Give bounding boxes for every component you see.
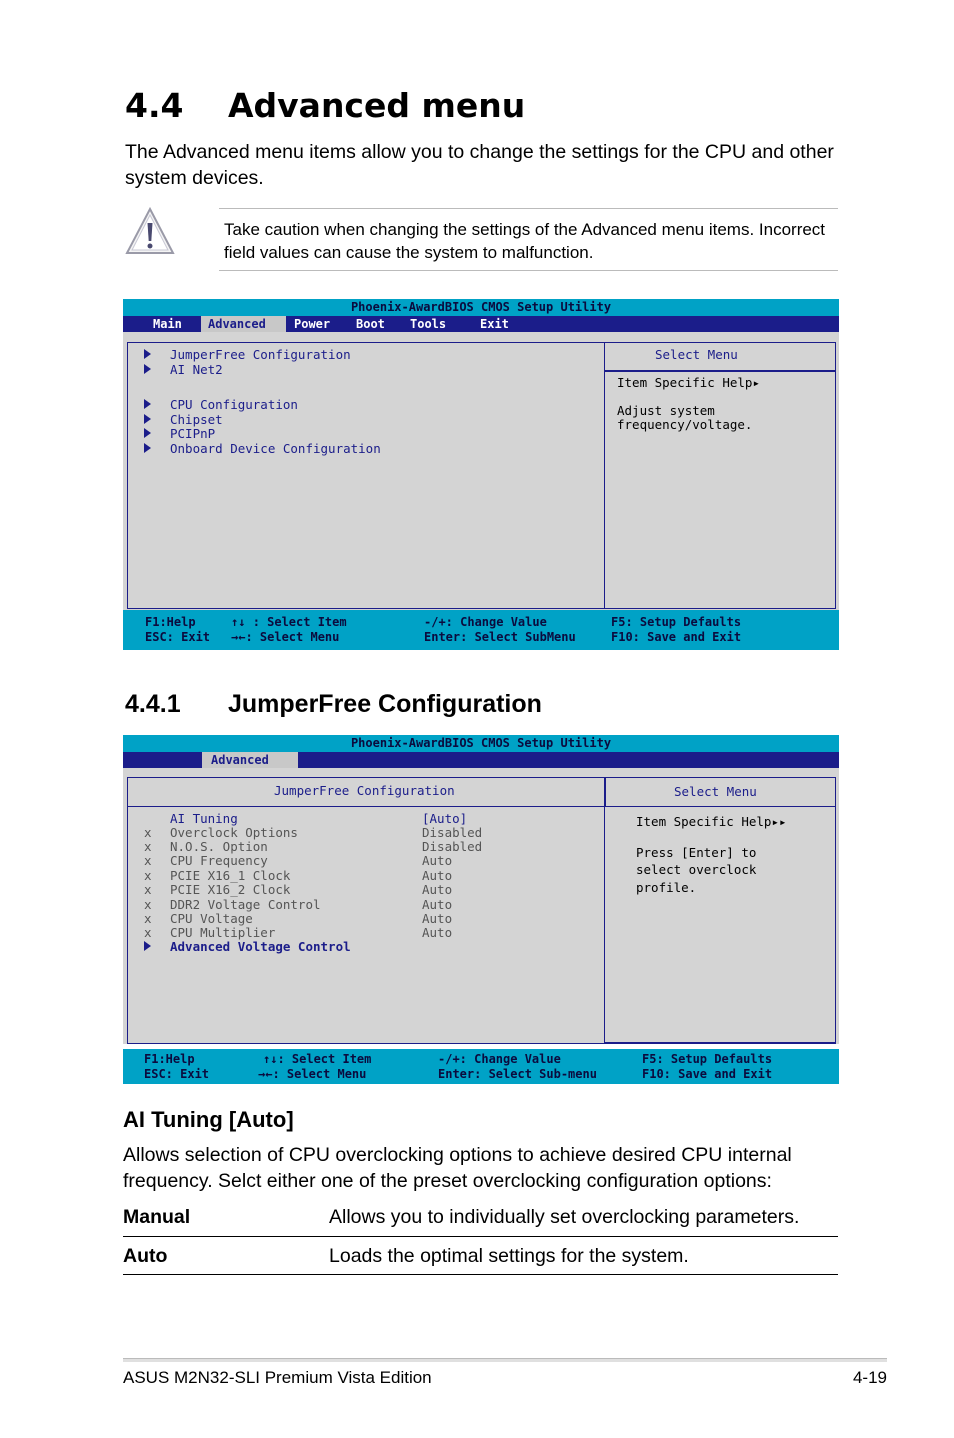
setting-overclock-options: Overclock Options: [170, 825, 298, 840]
menu-tools[interactable]: Tools: [410, 317, 447, 331]
help-arrow-icon: ▸: [752, 375, 760, 390]
leftright-arrows-icon: →←: [258, 1067, 273, 1081]
footer-product-name: ASUS M2N32-SLI Premium Vista Edition: [123, 1368, 432, 1387]
help-double-arrow-icon: ▸▸: [771, 814, 787, 829]
warning-icon: [124, 206, 176, 256]
updown-arrows-icon: ↑↓: [231, 615, 246, 629]
updown-arrows-icon: ↑↓: [263, 1052, 278, 1066]
disabled-marker: x: [144, 853, 152, 868]
subsection-title: JumperFree Configuration: [228, 690, 542, 718]
setting-cpu-voltage: CPU Voltage: [170, 911, 253, 926]
disabled-marker: x: [144, 882, 152, 897]
ai-tuning-heading: AI Tuning [Auto]: [123, 1107, 294, 1132]
setting-value: Auto: [422, 911, 453, 926]
menu-item-cpu-configuration[interactable]: CPU Configuration: [170, 397, 298, 412]
setting-value: Disabled: [422, 839, 483, 854]
footer-f5: F5: Setup Defaults: [611, 615, 742, 629]
setting-nos-option: N.O.S. Option: [170, 839, 268, 854]
help-text-line: Adjust system: [617, 403, 715, 418]
setting-ddr2-voltage: DDR2 Voltage Control: [170, 897, 321, 912]
footer-enter: Enter: Select Sub-menu: [438, 1067, 597, 1081]
help-text-line: select overclock: [636, 862, 757, 877]
setting-value: Auto: [422, 925, 453, 940]
ai-tuning-description: Allows selection of CPU overclocking options to achieve desired CPU internal frequency. Selct either one of the preset overclocking configuration options:: [123, 1144, 792, 1192]
menu-advanced[interactable]: Advanced: [201, 316, 286, 332]
option-desc: Loads the optimal settings for the system.: [329, 1245, 689, 1267]
footer-f1-help: F1:Help: [144, 1052, 195, 1066]
menu-item-pcipnp[interactable]: PCIPnP: [170, 426, 216, 441]
setting-ai-tuning[interactable]: AI Tuning: [170, 811, 238, 826]
bios-menubar: [123, 316, 839, 332]
setting-value: Auto: [422, 882, 453, 897]
section-title: Advanced menu: [228, 86, 526, 125]
submenu-arrow-icon: [144, 428, 151, 438]
footer-esc-exit: ESC: Exit: [145, 630, 211, 644]
caution-rule-bottom: [219, 270, 838, 271]
setting-value: Auto: [422, 853, 453, 868]
help-header: Select Menu: [674, 784, 757, 799]
setting-value: Disabled: [422, 825, 483, 840]
bios-body: [123, 332, 839, 610]
menu-exit[interactable]: Exit: [480, 317, 509, 331]
setting-ai-tuning-value[interactable]: [Auto]: [422, 811, 468, 826]
help-text-line: profile.: [636, 880, 697, 895]
setting-cpu-multiplier: CPU Multiplier: [170, 925, 276, 940]
submenu-arrow-icon: [144, 941, 151, 951]
submenu-arrow-icon: [144, 399, 151, 409]
section-heading: [125, 86, 525, 125]
setting-value: Auto: [422, 897, 453, 912]
footer-f5: F5: Setup Defaults: [642, 1052, 773, 1066]
bios-screen-advanced: [123, 299, 839, 650]
setting-cpu-frequency: CPU Frequency: [170, 853, 268, 868]
footer-select-item: ↑↓ : Select Item: [231, 615, 347, 629]
menu-main[interactable]: Main: [153, 317, 182, 331]
option-desc: Allows you to individually set overclocking parameters.: [329, 1206, 800, 1228]
help-title: Item Specific Help▸: [617, 375, 760, 390]
footer-select-menu: →←: Select Menu: [258, 1067, 367, 1081]
disabled-marker: x: [144, 868, 152, 883]
bios-footer: [123, 610, 839, 650]
subsection-heading: [125, 690, 542, 719]
menu-advanced[interactable]: Advanced: [202, 752, 298, 768]
menu-item-chipset[interactable]: Chipset: [170, 412, 223, 427]
footer-f10: F10: Save and Exit: [642, 1067, 773, 1081]
setting-pcie-x16-1-clock: PCIE X16_1 Clock: [170, 868, 291, 883]
footer-page-number: 4-19: [852, 1368, 887, 1387]
menu-item-jumperfree[interactable]: JumperFree Configuration: [170, 347, 351, 362]
bios-title: Phoenix-AwardBIOS CMOS Setup Utility: [123, 299, 839, 316]
intro-paragraph: The Advanced menu items allow you to change the settings for the CPU and other system devices.: [125, 141, 834, 189]
footer-f10: F10: Save and Exit: [611, 630, 742, 644]
footer-esc-exit: ESC: Exit: [144, 1067, 210, 1081]
subsection-number: 4.4.1: [125, 690, 181, 718]
section-number: 4.4: [125, 86, 184, 125]
menu-item-onboard-device[interactable]: Onboard Device Configuration: [170, 441, 381, 456]
disabled-marker: x: [144, 925, 152, 940]
bios-footer: [123, 1049, 839, 1084]
panel-title: JumperFree Configuration: [274, 783, 455, 798]
help-panel-frame: [604, 805, 836, 1043]
submenu-arrow-icon: [144, 364, 151, 374]
footer-select-item: ↑↓: Select Item: [263, 1052, 372, 1066]
caution-rule-top: [219, 208, 838, 209]
footer-select-menu: →←: Select Menu: [231, 630, 340, 644]
footer-change-value: -/+: Change Value: [438, 1052, 561, 1066]
menu-power[interactable]: Power: [294, 317, 331, 331]
menu-boot[interactable]: Boot: [356, 317, 385, 331]
bios-body: [123, 768, 839, 1044]
submenu-arrow-icon: [144, 443, 151, 453]
help-title: Item Specific Help▸▸: [636, 814, 787, 829]
disabled-marker: x: [144, 897, 152, 912]
setting-pcie-x16-2-clock: PCIE X16_2 Clock: [170, 882, 291, 897]
setting-value: Auto: [422, 868, 453, 883]
menu-item-ai-net2[interactable]: AI Net2: [170, 362, 223, 377]
disabled-marker: x: [144, 825, 152, 840]
disabled-marker: x: [144, 839, 152, 854]
bios-menubar: [123, 752, 839, 768]
caution-note: Take caution when changing the settings of the Advanced menu items. Incorrect field values can cause the system to malfunction.: [224, 220, 826, 262]
footer-change-value: -/+: Change Value: [424, 615, 547, 629]
option-row-auto: [123, 1245, 838, 1275]
option-term: Auto: [123, 1245, 168, 1267]
submenu-arrow-icon: [144, 349, 151, 359]
help-header: Select Menu: [655, 347, 738, 362]
leftright-arrows-icon: →←: [231, 630, 246, 644]
option-term: Manual: [123, 1206, 191, 1228]
submenu-advanced-voltage[interactable]: Advanced Voltage Control: [170, 939, 351, 954]
bios-title: Phoenix-AwardBIOS CMOS Setup Utility: [123, 735, 839, 752]
footer-f1-help: F1:Help: [145, 615, 196, 629]
option-row-manual: [123, 1206, 838, 1237]
help-text-line: frequency/voltage.: [617, 417, 753, 432]
bios-screen-jumperfree: [123, 735, 839, 1084]
disabled-marker: x: [144, 911, 152, 926]
footer-enter: Enter: Select SubMenu: [424, 630, 576, 644]
help-text-line: Press [Enter] to: [636, 845, 757, 860]
submenu-arrow-icon: [144, 414, 151, 424]
footer-rule: [123, 1358, 887, 1362]
